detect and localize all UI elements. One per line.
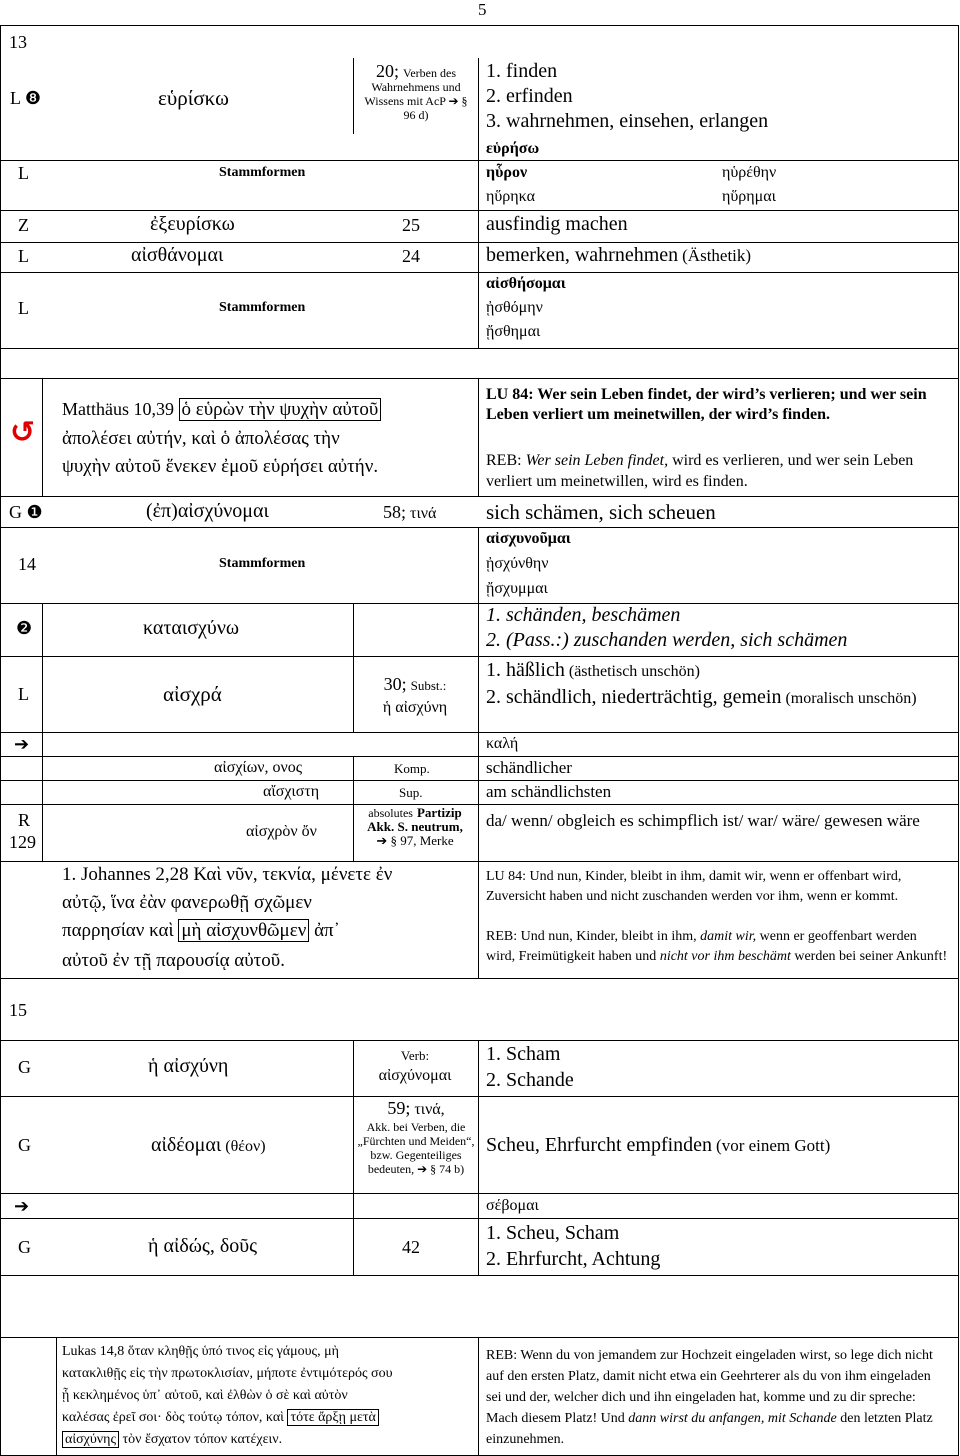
translation-emphasis: dann wirst du anfangen, mit Schande (628, 1411, 837, 1426)
verse-line: ψυχὴν αὐτοῦ ἕνεκεν ἐμοῦ εὑρήσει αὐτήν. (62, 456, 379, 477)
highlighted-phrase: τότε ἄρξῃ μετὰ (287, 1409, 378, 1426)
verse-line: ἀπολέσει αὐτήν, καὶ ὁ ἀπολέσας τὴν (62, 428, 340, 449)
rule (0, 527, 959, 528)
section-number: 15 (9, 1000, 27, 1020)
verse-line (62, 920, 340, 942)
reference-cell (356, 1046, 474, 1086)
rule (0, 160, 959, 161)
verse-text: παρρησίαν καὶ (62, 920, 174, 941)
translation-label: REB: (486, 452, 522, 469)
verse-line: Lukas 14,8 ὅταν κληθῇς ὑπό τινος εἰς γάμους, μὴ (62, 1344, 339, 1359)
meaning-note: (ästhetisch unschön) (568, 663, 700, 680)
principal-part: ηὗρον (486, 164, 528, 181)
meaning: 3. wahrnehmen, einsehen, erlangen (486, 110, 769, 132)
greek-headword: ἡ αἰσχύνη (148, 1055, 229, 1077)
greek-form: αἰσχίων, ονος (214, 759, 303, 776)
rule (0, 496, 959, 497)
reference-number: 58; (383, 502, 407, 522)
reference-note: Subst.: (410, 678, 447, 693)
meaning: bemerken, wahrnehmen (486, 244, 679, 266)
related-word: σέβομαι (486, 1197, 539, 1214)
translation-text: REB: Und nun, Kinder, bleibt in ihm, (486, 929, 697, 944)
rule (478, 378, 479, 496)
rule (478, 861, 479, 978)
greek-headword: εὑρίσκω (158, 86, 229, 110)
translation-emphasis: nicht vor ihm beschämt (659, 949, 791, 964)
reference-note: Verben des Wahrnehmens und Wissens mit AcP ➔ § 96 d) (364, 66, 468, 122)
arrow-icon: ➔ (14, 1196, 30, 1216)
meaning: 1. schänden, beschämen (486, 604, 681, 626)
rule (0, 978, 959, 979)
rule (0, 756, 959, 757)
row-tag: ❷ (16, 618, 33, 638)
note-text: Partizip (416, 805, 462, 820)
rule (0, 732, 959, 733)
translation-luther: LU 84: Wer sein Leben findet, der wird’s verlieren; und wer sein Leben verliert um meinetwillen, der wird’s finden. (486, 386, 927, 423)
meaning: 2. erfinden (486, 85, 573, 107)
verse-line (62, 1432, 282, 1448)
grammar-note (356, 806, 474, 848)
row-tag: R (18, 810, 31, 830)
meaning-note: (moralisch unschön) (785, 690, 917, 707)
principal-part: εὑρήσω (486, 140, 540, 157)
rule (478, 58, 479, 348)
meaning: Scheu, Ehrfurcht empfinden (486, 1134, 713, 1156)
antonym: καλή (486, 735, 519, 752)
row-tag: G ❶ (9, 502, 43, 522)
rule (0, 242, 959, 243)
reference-number: 25 (402, 215, 420, 235)
reference-cell (356, 1098, 476, 1176)
rule (353, 58, 354, 134)
highlighted-phrase: μὴ αἰσχυνθῶμεν (178, 919, 309, 942)
section-number: 13 (9, 32, 27, 52)
row-tag: L (18, 246, 29, 266)
meaning: da/ wenn/ obgleich es schimpflich ist/ war/ wäre/ gewesen wäre (486, 811, 920, 830)
greek-headword: αἰσχρά (163, 682, 222, 706)
rule (56, 1337, 57, 1455)
meaning: schändlicher (486, 758, 572, 777)
meaning-line (486, 244, 751, 267)
highlighted-phrase: ὁ εὑρὼν τὴν ψυχὴν αὐτοῦ (179, 398, 382, 421)
greek-headword: αἰδέομαι (151, 1134, 222, 1156)
reference-cell (356, 673, 474, 719)
verse-text: ἀπ᾽ (314, 920, 340, 941)
rule (42, 656, 43, 862)
verse-line: 1. Johannes 2,28 Καὶ νῦν, τεκνία, μένετε ἐν (62, 864, 393, 885)
row-tag: Z (18, 215, 29, 235)
stammformen-label: Stammformen (219, 556, 306, 571)
rule (478, 1040, 479, 1275)
meaning: am schändlichsten (486, 782, 612, 801)
meaning-line (486, 659, 700, 682)
reference-greek: τινά (410, 505, 437, 522)
note-text: ➔ § 97, Merke (376, 833, 454, 848)
reference-number: 59; (387, 1098, 411, 1118)
reference-number: 20; (376, 61, 400, 81)
meaning: 2. (Pass.:) zuschanden werden, sich schämen (486, 629, 848, 651)
stammformen-label: Stammformen (219, 300, 306, 315)
meaning: 1. Scham (486, 1043, 561, 1065)
greek-headword: αἰσθάνομαι (131, 244, 224, 266)
reference-note: Verb: (400, 1048, 430, 1063)
principal-part: αἰσθήσομαι (486, 275, 566, 292)
reference-greek: τινά, (414, 1101, 445, 1118)
reference-number: 30; (383, 674, 407, 694)
meaning: 1. finden (486, 60, 558, 82)
row-tag: L ❽ (10, 88, 41, 108)
meaning: ausfindig machen (486, 213, 628, 235)
reference-note: Akk. bei Verben, die „Fürchten und Meiden“, bzw. Gegenteiliges bedeuten, ➔ § 74 b) (357, 1120, 475, 1176)
rule (42, 378, 43, 496)
principal-part: ηὕρημαι (722, 188, 776, 205)
meaning: 1. häßlich (486, 659, 565, 681)
greek-headword: ἐξευρίσκω (150, 213, 235, 235)
reference-cell (383, 502, 436, 523)
note-text: Akk. S. neutrum, (367, 819, 463, 834)
reference-number: 24 (402, 246, 420, 266)
translation-text: den letzten Platz einzunehmen. (486, 1411, 933, 1447)
translation-reb (486, 1345, 948, 1450)
translation-reb (486, 927, 948, 967)
translation-text: wenn er geoffenbart werden wird, Freimütigkeit haben und (486, 929, 917, 964)
greek-headword: (ἐπ)αἰσχύνομαι (146, 500, 269, 522)
verse-line: κατακλιθῇς εἰς τὴν πρωτοκλισίαν, μήποτε ἐντιμότερός σου (62, 1366, 393, 1381)
rule (0, 25, 1, 1456)
meaning-note: (vor einem Gott) (716, 1136, 831, 1155)
rule (0, 603, 959, 604)
rule (0, 348, 959, 349)
row-tag: L (18, 684, 29, 704)
section-number: 129 (9, 832, 36, 852)
rule (0, 1218, 959, 1219)
principal-part: ηὕρηκα (486, 188, 535, 205)
rule (0, 1193, 959, 1194)
reference-greek: αἰσχύνομαι (378, 1067, 452, 1084)
rule (0, 25, 959, 26)
rule (0, 1337, 959, 1338)
translation-reb (486, 450, 946, 492)
verse-line: ᾖ κεκλημένος ὑπ᾽ αὐτοῦ, καὶ ἐλθὼν ὁ σὲ καὶ αὐτὸν (62, 1388, 348, 1403)
comparison-grade: Sup. (399, 785, 423, 800)
greek-headword: ἡ αἰδώς, δοῦς (148, 1235, 258, 1257)
rule (0, 1275, 959, 1276)
highlighted-phrase: αἰσχύνης (62, 1431, 119, 1448)
reference-cell (358, 61, 474, 122)
verse-reference: Matthäus 10,39 (62, 399, 174, 419)
translation-text: wird es verlieren, und wer sein Leben verliert um meinetwillen, wird es finden. (486, 452, 914, 490)
rule (0, 1096, 959, 1097)
translation-text: werden bei seiner Ankunft! (794, 949, 948, 964)
row-tag: L (18, 163, 29, 183)
row-tag: G (18, 1237, 31, 1257)
principal-part: ᾔσχυμμαι (486, 580, 548, 597)
rule (353, 656, 354, 732)
return-arrow-icon: ↺ (10, 415, 36, 450)
rule (0, 378, 959, 379)
meaning: sich schämen, sich scheuen (486, 500, 716, 524)
greek-headword: καταισχύνω (143, 617, 240, 639)
rule (42, 603, 43, 656)
reference-greek: ἡ αἰσχύνη (382, 699, 448, 716)
translation-luther: LU 84: Und nun, Kinder, bleibt in ihm, damit wir, wenn er offenbart wird, Zuversicht haben und nicht zuschanden werden vor ihm, wenn er kommt. (486, 869, 902, 904)
reference-number: 42 (402, 1237, 420, 1257)
greek-headword-line (151, 1134, 266, 1157)
rule (0, 804, 959, 805)
translation-emphasis: damit wir, (700, 929, 757, 944)
meaning-line (486, 685, 956, 711)
stammformen-label: Stammformen (219, 165, 306, 180)
rule (478, 527, 479, 862)
principal-part: αἰσχυνοῦμαι (486, 530, 571, 547)
note-text: absolutes (368, 806, 413, 820)
translation-text: REB: Wenn du von jemandem zur Hochzeit eingeladen wirst, so lege dich nicht auf den ersten Platz, damit nicht etwa ein Geehrterer als du von ihm eingeladen sei und der, welcher dich und ihn eingeladen hat, komme und zu dir spreche: Mach diesem Platz! Und (486, 1348, 933, 1426)
meaning-note: (Ästhetik) (682, 246, 752, 265)
rule (0, 861, 959, 862)
page-number: 5 (478, 0, 487, 19)
comparison-grade: Komp. (394, 761, 430, 776)
translation-emphasis: Wer sein Leben findet, (525, 452, 669, 469)
greek-form: αἰσχρὸν ὄν (246, 823, 317, 840)
verse-line (62, 1410, 379, 1426)
rule (0, 272, 959, 273)
verse-line (62, 399, 381, 421)
meaning-line (486, 1134, 830, 1157)
row-tag: L (18, 298, 29, 318)
rule (478, 1337, 479, 1455)
row-tag: G (18, 1135, 31, 1155)
rule (353, 603, 354, 656)
meaning: 2. Ehrfurcht, Achtung (486, 1248, 661, 1270)
meaning: 2. schändlich, niederträchtig, gemein (486, 686, 782, 708)
section-number: 14 (18, 554, 36, 574)
verse-text: τὸν ἔσχατον τόπον κατέχειν. (122, 1432, 283, 1447)
greek-note: (θέον) (225, 1138, 266, 1155)
rule (958, 25, 959, 1456)
verse-line: αὐτῷ, ἵνα ἐὰν φανερωθῇ σχῶμεν (62, 892, 312, 913)
rule (0, 210, 959, 211)
greek-form: αἴσχιστη (263, 783, 320, 800)
rule (0, 780, 959, 781)
verse-line: αὐτοῦ ἐν τῇ παρουσίᾳ αὐτοῦ. (62, 950, 285, 971)
principal-part: ηὑρέθην (722, 164, 777, 181)
principal-part: ᾐσχύνθην (486, 555, 549, 572)
rule (353, 1040, 354, 1275)
arrow-icon: ➔ (14, 734, 30, 754)
meaning: 2. Schande (486, 1069, 574, 1091)
verse-text: καλέσας ἐρεῖ σοι· δὸς τούτῳ τόπον, καὶ (62, 1410, 284, 1425)
row-tag: G (18, 1057, 31, 1077)
rule (0, 656, 959, 657)
meaning: 1. Scheu, Scham (486, 1222, 620, 1244)
principal-part: ᾔσθημαι (486, 323, 541, 340)
principal-part: ᾐσθόμην (486, 299, 543, 316)
rule (353, 756, 354, 861)
rule (0, 1040, 959, 1041)
